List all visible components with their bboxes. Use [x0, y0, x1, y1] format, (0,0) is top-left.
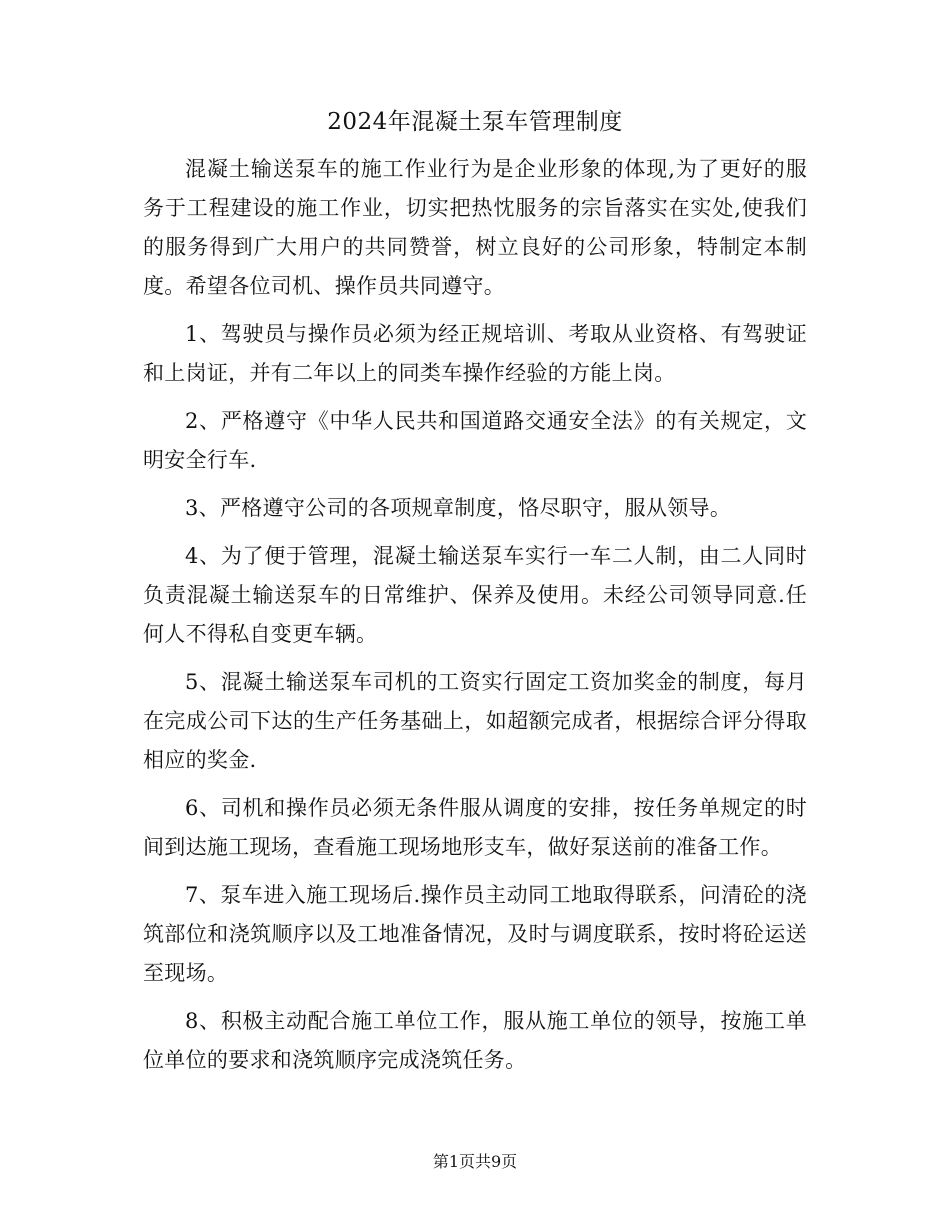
paragraph-intro: 混凝土输送泵车的施工作业行为是企业形象的体现,为了更好的服务于工程建设的施工作业，切实把热忱服务的宗旨落实在实处,使我们的服务得到广大用户的共同赞誉，树立良好的公司形象，特制定本制度。希望各位司机、操作员共同遵守。: [143, 157, 807, 298]
paragraph-rule-1: 1、驾驶员与操作员必须为经正规培训、考取从业资格、有驾驶证和上岗证，并有二年以上的同类车操作经验的方能上岗。: [143, 322, 807, 385]
page-number-footer: 第1页共9页: [432, 1152, 518, 1171]
paragraph-rule-5: 5、混凝土输送泵车司机的工资实行固定工资加奖金的制度，每月在完成公司下达的生产任务基础上，如超额完成者，根据综合评分得取相应的奖金.: [143, 670, 807, 772]
paragraph-rule-8: 8、积极主动配合施工单位工作，服从施工单位的领导，按施工单位单位的要求和浇筑顺序完成浇筑任务。: [143, 1009, 807, 1072]
paragraph-rule-7: 7、泵车进入施工现场后.操作员主动同工地取得联系，问清砼的浇筑部位和浇筑顺序以及工地准备情况，及时与调度联系，按时将砼运送至现场。: [143, 883, 807, 985]
paragraph-rule-3: 3、严格遵守公司的各项规章制度，恪尽职守，服从领导。: [185, 496, 732, 520]
document-body: [143, 150, 807, 1080]
paragraph-rule-6: 6、司机和操作员必须无条件服从调度的安排，按任务单规定的时间到达施工现场，查看施工现场地形支车，做好泵送前的准备工作。: [143, 796, 807, 859]
document-title: 2024年混凝土泵车管理制度: [327, 109, 623, 135]
paragraph-rule-4: 4、为了便于管理，混凝土输送泵车实行一车二人制，由二人同时负责混凝土输送泵车的日常维护、保养及使用。未经公司领导同意.任何人不得私自变更车辆。: [143, 544, 807, 646]
paragraph-rule-2: 2、严格遵守《中华人民共和国道路交通安全法》的有关规定，文明安全行车.: [143, 409, 807, 472]
